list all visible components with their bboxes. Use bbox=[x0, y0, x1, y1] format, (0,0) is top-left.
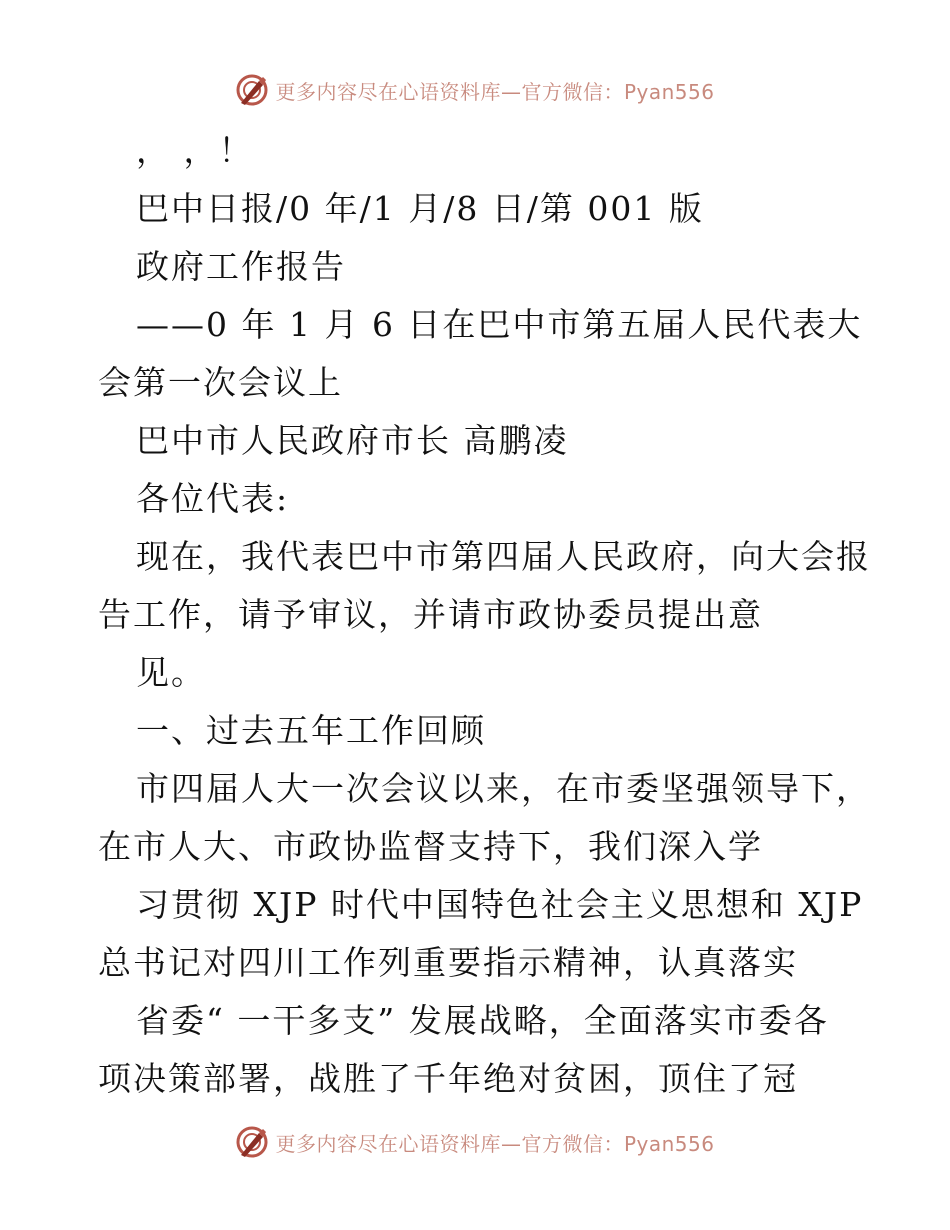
pen-seal-icon bbox=[235, 1125, 269, 1159]
header-watermark bbox=[0, 70, 950, 110]
text-line: 省委“ 一干多支” 发展战略，全面落实市委各 bbox=[136, 1001, 829, 1040]
text-line: 市四届人大一次会议以来，在市委坚强领导下， bbox=[136, 769, 871, 808]
salutation: 各位代表: bbox=[136, 479, 290, 518]
text-line: ， ，！ bbox=[136, 131, 254, 170]
document-body bbox=[98, 122, 871, 1108]
text-line: ——0 年 1 月 6 日在巴中市第五届人民代表大 bbox=[136, 305, 863, 344]
text-line: 习贯彻 XJP 时代中国特色社会主义思想和 XJP bbox=[136, 885, 864, 924]
text-line: 见。 bbox=[136, 653, 206, 692]
text-line: 项决策部署，战胜了千年绝对贫困，顶住了冠 bbox=[98, 1059, 798, 1098]
text-line: 总书记对四川工作列重要指示精神，认真落实 bbox=[98, 943, 798, 982]
watermark-text: 更多内容尽在心语资料库—官方微信：Pyan556 bbox=[275, 1131, 715, 1156]
footer-watermark bbox=[0, 1122, 950, 1162]
text-line: 告工作，请予审议，并请市政协委员提出意 bbox=[98, 595, 763, 634]
text-line: 巴中日报/0 年/1 月/8 日/第 001 版 bbox=[136, 189, 704, 228]
text-line: 现在，我代表巴中市第四届人民政府，向大会报 bbox=[136, 537, 871, 576]
watermark-text: 更多内容尽在心语资料库—官方微信：Pyan556 bbox=[275, 79, 715, 104]
document-title: 政府工作报告 bbox=[136, 247, 346, 286]
pen-seal-icon bbox=[235, 73, 269, 107]
text-line: 会第一次会议上 bbox=[98, 363, 343, 402]
section-heading: 一、过去五年工作回顾 bbox=[136, 711, 486, 750]
author-line: 巴中市人民政府市长 高鹏凌 bbox=[136, 421, 569, 460]
text-line: 在市人大、市政协监督支持下，我们深入学 bbox=[98, 827, 763, 866]
